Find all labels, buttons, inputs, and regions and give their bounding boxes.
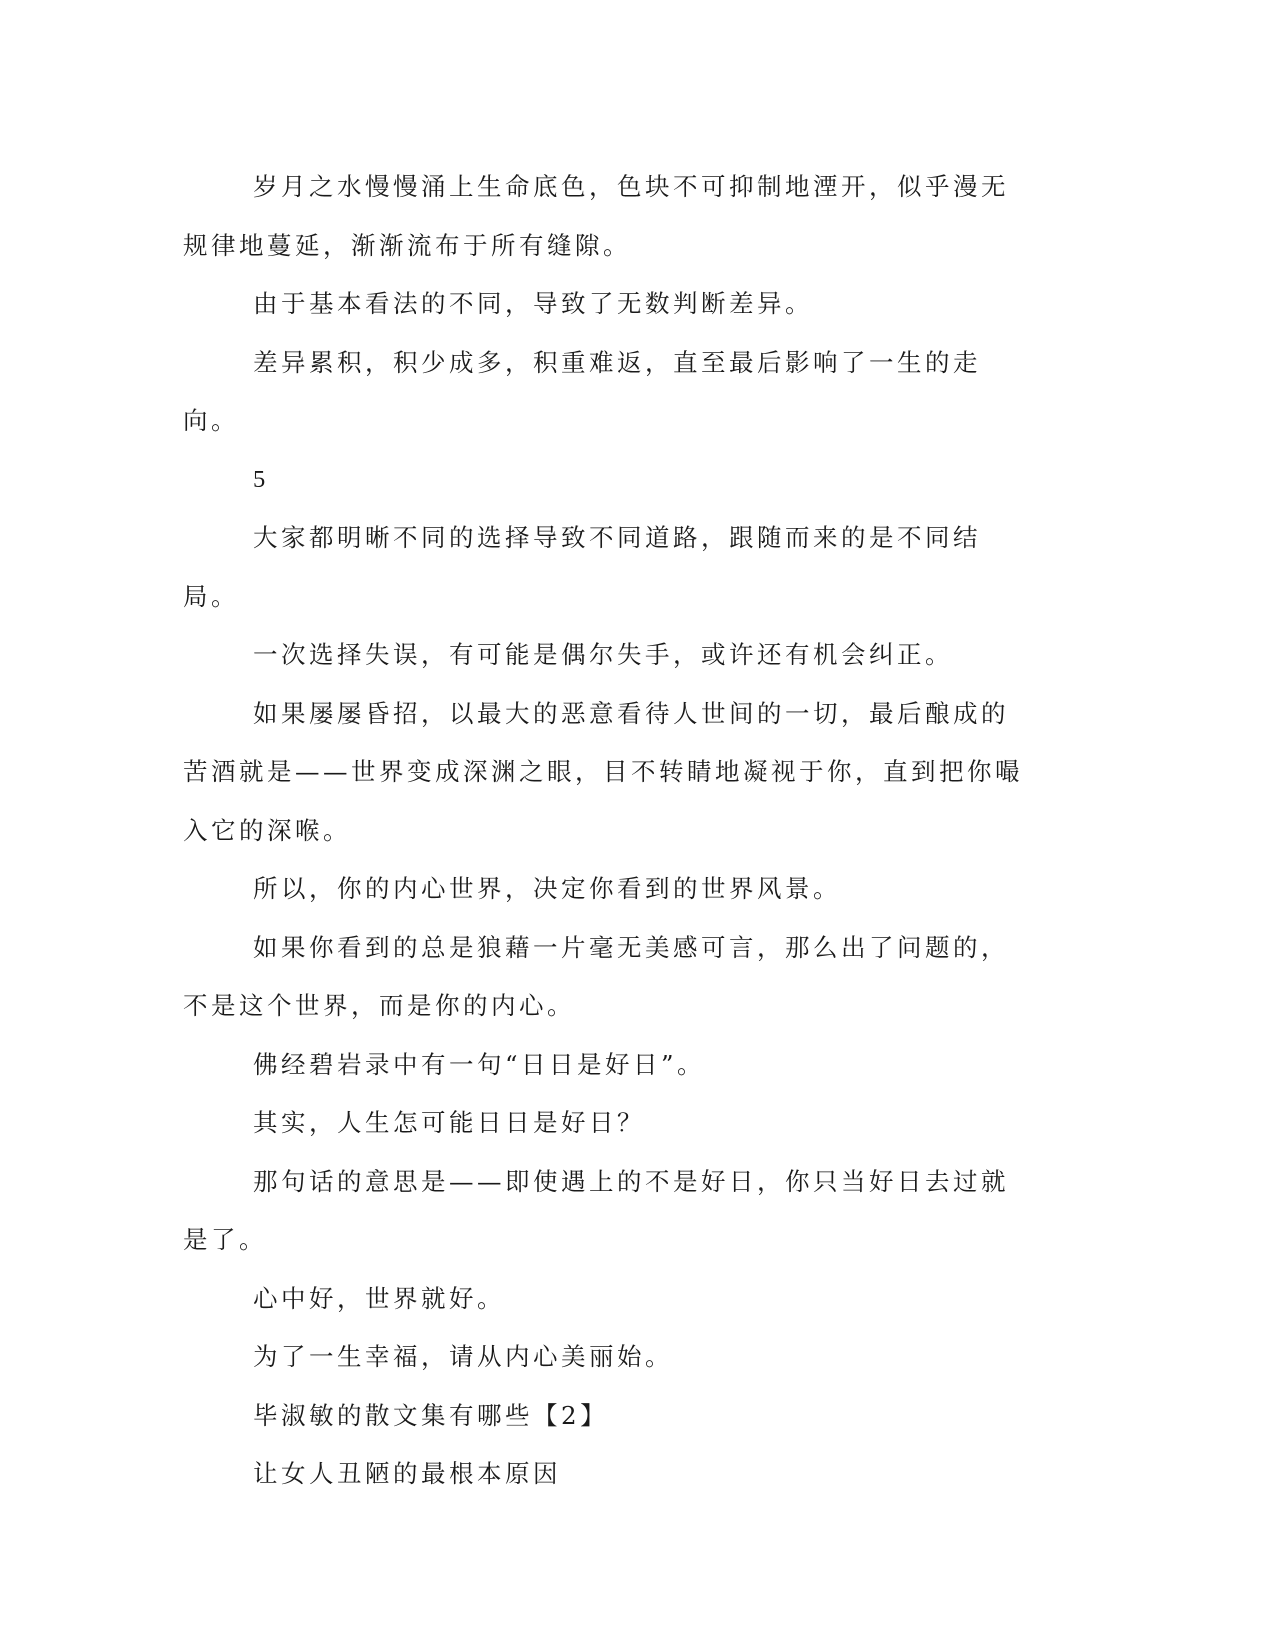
paragraph: 一次选择失误，有可能是偶尔失手，或许还有机会纠正。 <box>253 640 953 669</box>
paragraph: 岁月之水慢慢涌上生命底色，色块不可抑制地湮开，似乎漫无规律地蔓延，渐渐流布于所有缝隙。 <box>183 172 1009 260</box>
paragraph: 所以，你的内心世界，决定你看到的世界风景。 <box>253 874 841 903</box>
paragraph: 那句话的意思是——即使遇上的不是好日，你只当好日去过就是了。 <box>183 1166 1009 1254</box>
section-heading: 毕淑敏的散文集有哪些【2】 <box>253 1400 609 1430</box>
paragraph: 大家都明晰不同的选择导致不同道路，跟随而来的是不同结局。 <box>183 523 981 611</box>
paragraph: 如果屡屡昏招，以最大的恶意看待人世间的一切，最后酿成的苦酒就是——世界变成深渊之眼，目不转睛地凝视于你，直到把你嘬入它的深喉。 <box>183 698 1023 845</box>
paragraph: 差异累积，积少成多，积重难返，直至最后影响了一生的走向。 <box>183 347 981 435</box>
paragraph: 由于基本看法的不同，导致了无数判断差异。 <box>253 289 813 318</box>
paragraph: 佛经碧岩录中有一句“日日是好日”。 <box>253 1049 706 1079</box>
section-number: 5 <box>253 465 269 493</box>
paragraph: 如果你看到的总是狼藉一片毫无美感可言，那么出了问题的，不是这个世界，而是你的内心。 <box>183 932 1009 1020</box>
paragraph: 其实，人生怎可能日日是好日？ <box>253 1108 645 1137</box>
document-body <box>183 158 1033 1504</box>
article-title: 让女人丑陋的最根本原因 <box>253 1459 561 1488</box>
paragraph: 心中好，世界就好。 <box>253 1283 505 1313</box>
paragraph: 为了一生幸福，请从内心美丽始。 <box>253 1342 673 1371</box>
